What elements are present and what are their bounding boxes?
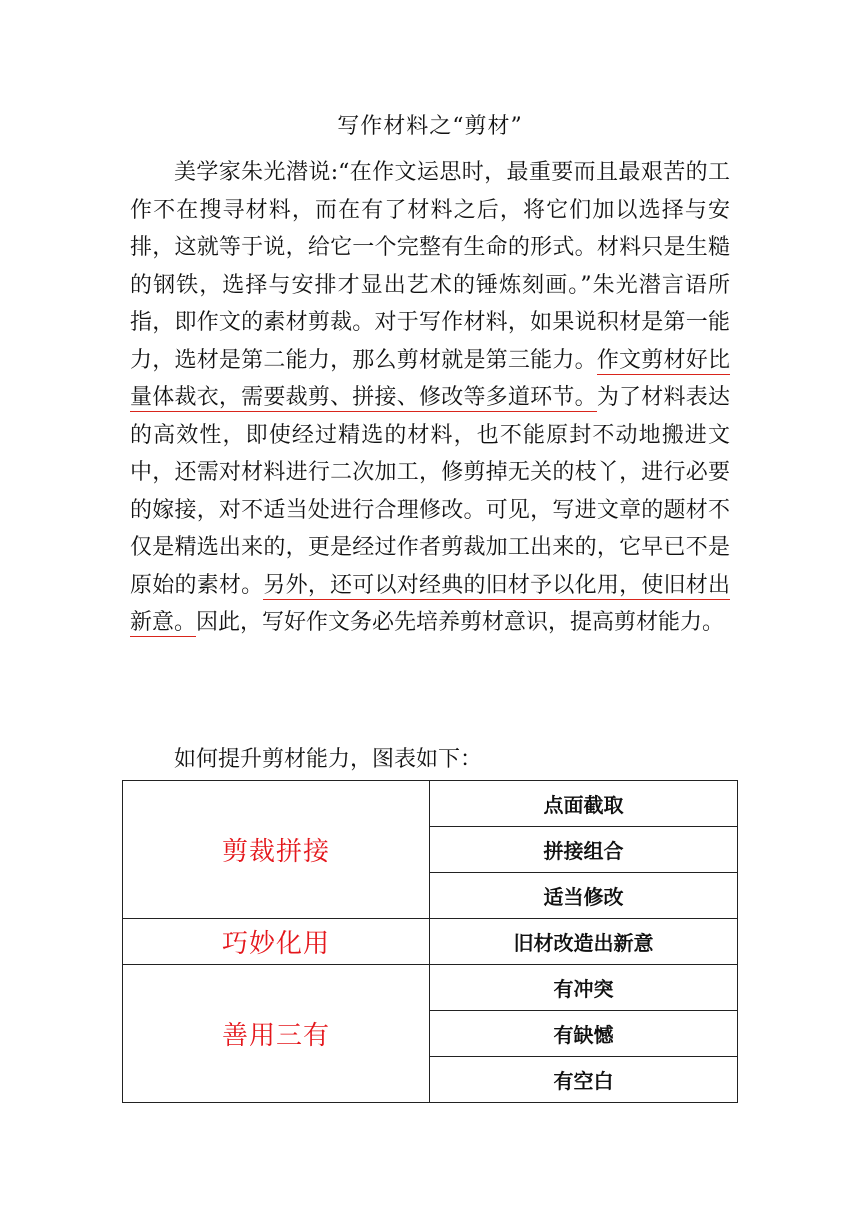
category-cell: 善用三有 xyxy=(123,965,430,1103)
skills-table xyxy=(122,780,738,1103)
item-cell: 旧材改造出新意 xyxy=(430,919,738,965)
category-cell: 巧妙化用 xyxy=(123,919,430,965)
highlighted-sentence-1: 作文剪材好比量体裁衣，需要裁剪、拼接、修改等多道环节。 xyxy=(130,347,730,410)
document-title: 写作材料之“剪材” xyxy=(337,114,523,139)
table-row xyxy=(123,919,738,965)
category-cell: 剪裁拼接 xyxy=(123,781,430,919)
item-cell: 适当修改 xyxy=(430,873,738,919)
paragraph-text-3: 因此，写好作文务必先培养剪材意识，提高剪材能力。 xyxy=(196,610,725,635)
item-cell: 有缺憾 xyxy=(430,1011,738,1057)
item-cell: 有冲突 xyxy=(430,965,738,1011)
highlighted-sentence-2: 另外，还可以对经典的旧材予以化用，使旧材出新意。 xyxy=(130,572,730,635)
paragraph-text-1: 美学家朱光潜说:“在作文运思时，最重要而且最艰苦的工作不在搜寻材料，而在有了材料之后，将它们加以选择与安排，这就等于说，给它一个完整有生命的形式。材料只是生糙的钢铁，选择与安排才显出艺术的锤炼刻画。”朱光潜言语所指，即作文的素材剪裁。对于写作材料，如果说积材是第一能力，选材是第二能力，那么剪材就是第三能力。 xyxy=(130,160,730,373)
paragraph-text-2: 为了材料表达的高效性，即使经过精选的材料，也不能原封不动地搬进文中，还需对材料进行二次加工，修剪掉无关的枝丫，进行必要的嫁接，对不适当处进行合理修改。可见，写进文章的题材不仅是精选出来的，更是经过作者剪裁加工出来的，它早已不是原始的素材。 xyxy=(130,385,730,598)
item-cell: 有空白 xyxy=(430,1057,738,1103)
table-intro: 如何提升剪材能力，图表如下： xyxy=(174,747,483,772)
main-paragraph xyxy=(130,154,730,642)
item-cell: 点面截取 xyxy=(430,781,738,827)
table-row xyxy=(123,781,738,827)
item-cell: 拼接组合 xyxy=(430,827,738,873)
table-row xyxy=(123,965,738,1011)
